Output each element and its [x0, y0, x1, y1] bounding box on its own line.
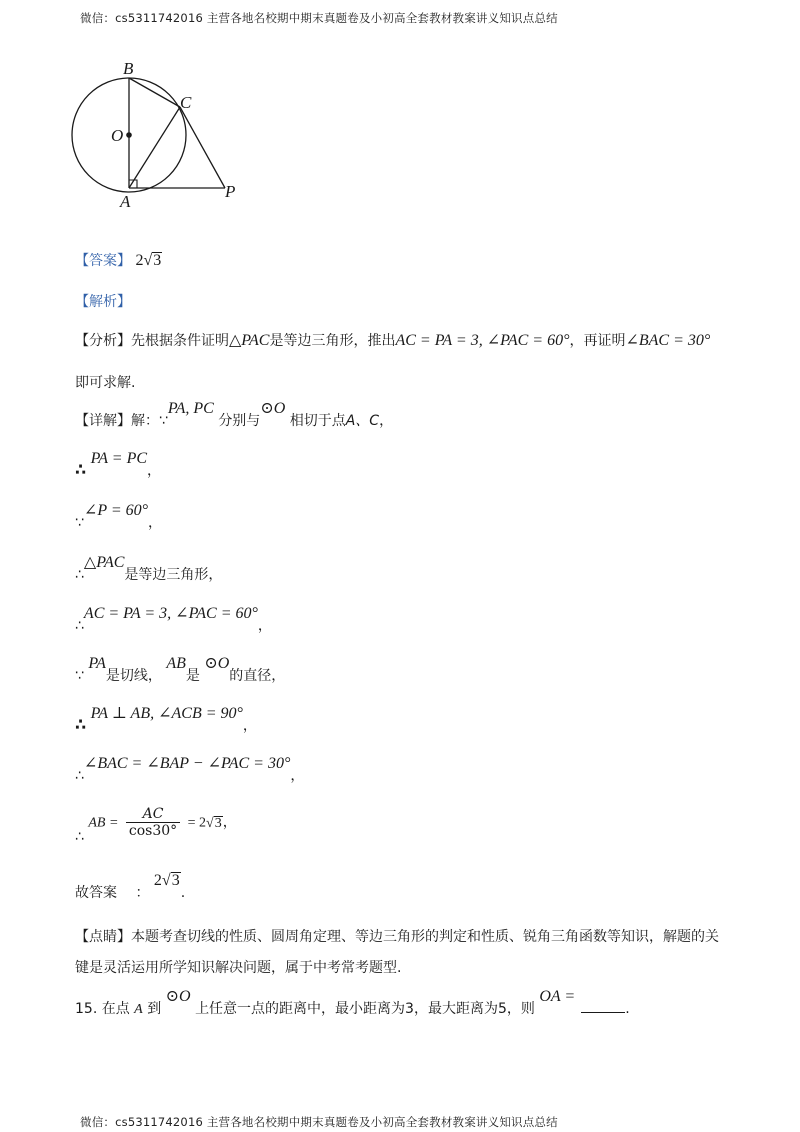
step-6-after: ，	[242, 718, 257, 734]
detail-text-points: A、C	[345, 413, 380, 429]
fenxi-continuation: 即可求解.	[75, 375, 136, 391]
conclusion-radicand: 3	[171, 872, 180, 889]
label-c: C	[180, 93, 192, 112]
label-p: P	[225, 182, 236, 201]
label-a: A	[120, 192, 131, 211]
detail-math-2: ⊙O	[260, 400, 286, 417]
step-6	[75, 705, 257, 735]
step-7-after: ，	[290, 768, 305, 784]
dianjing-text-1: 本题考查切线的性质、圆周角定理、等边三角形的判定和性质、锐角三角函数等知识，解题的关	[131, 929, 719, 945]
step-1	[75, 450, 162, 480]
step-5-text-2: 是	[185, 668, 200, 684]
step-2-after: ，	[148, 515, 163, 531]
step-5	[75, 655, 286, 685]
step-2-symbol: ∵	[75, 515, 84, 531]
fenxi-tag: 【分析】	[75, 333, 131, 349]
detail-text-2: 分别与	[218, 413, 261, 429]
question-number: 15.	[75, 1001, 98, 1017]
tangent-pc	[180, 107, 225, 188]
step-8-radicand: 3	[214, 815, 222, 831]
step-5-text-3: 的直径，	[229, 668, 286, 684]
fenxi-math-3: ∠BAC = 30°	[625, 332, 711, 349]
step-8-lhs: AB =	[88, 815, 119, 831]
conclusion-coef: 2	[153, 872, 162, 889]
conclusion-text: 故答案	[75, 885, 117, 901]
analysis-tag: 【解析】	[75, 294, 131, 310]
fenxi-text-1: 先根据条件证明	[131, 333, 229, 349]
step-8-denominator: cos30°	[128, 823, 178, 839]
step-2	[75, 502, 163, 532]
fenxi-math-2: AC = PA = 3, ∠PAC = 60°	[395, 332, 570, 349]
step-5-math-3: ⊙O	[204, 655, 230, 672]
detail-text-1: 解：∵	[131, 413, 168, 429]
step-4-math: AC = PA = 3, ∠PAC = 60°	[83, 605, 258, 622]
dianjing-tag: 【点睛】	[75, 929, 131, 945]
step-8-numerator: AC	[126, 806, 180, 823]
fenxi-text-3: ，再证明	[569, 333, 626, 349]
fenxi-math-1: △PAC	[229, 332, 270, 349]
question-math-1: A	[134, 1002, 143, 1017]
question-text-2: 到	[147, 1001, 162, 1017]
detail-text-3: 相切于点	[289, 413, 346, 429]
question-math-2: ⊙O	[165, 988, 191, 1005]
step-4	[75, 605, 272, 635]
answer-tag: 【答案】	[75, 253, 131, 269]
step-4-symbol: ∴	[75, 618, 84, 634]
question-math-3: OA =	[539, 988, 576, 1005]
step-6-symbol: ∴	[75, 715, 87, 734]
step-3-math: △PAC	[83, 554, 125, 571]
question-15	[75, 988, 630, 1018]
conclusion-line: 故答案 ： 2√3.	[75, 872, 186, 901]
step-8: ∴ AB = $\frac{AC}{\cos 30^\circ}$ = 2√3，	[75, 806, 237, 845]
center-dot	[126, 132, 132, 138]
step-3	[75, 554, 223, 584]
step-1-symbol: ∴	[75, 460, 87, 479]
answer-radicand: 3	[153, 252, 162, 269]
step-3-after: 是等边三角形，	[124, 567, 223, 583]
label-b: B	[123, 59, 134, 78]
segment-bc	[129, 78, 180, 107]
answer-line: 【答案】 2√3	[75, 252, 162, 269]
page-footer: 微信：cs5311742016 主营各地名校期中期末真题卷及小初高全套教材教案讲义知识点总结	[80, 1115, 558, 1129]
step-6-math: PA ⊥ AB, ∠ACB = 90°	[90, 705, 243, 722]
detail-text-5: ，	[379, 413, 394, 429]
analysis-heading	[75, 291, 131, 311]
detail-tag: 【详解】	[75, 413, 131, 429]
conclusion-end: .	[180, 885, 186, 901]
detail-line	[75, 400, 394, 430]
geometry-figure	[60, 55, 260, 215]
step-5-math-2: AB	[166, 655, 186, 672]
dianjing-line-2: 键是灵活运用所学知识解决问题，属于中考常考题型.	[75, 960, 402, 976]
segment-ac	[129, 107, 180, 188]
step-7	[75, 755, 305, 785]
step-1-after: ，	[147, 463, 162, 479]
step-3-symbol: ∴	[75, 567, 84, 583]
fenxi-line	[75, 330, 710, 350]
step-5-text-1: 是切线，	[105, 668, 162, 684]
question-end: .	[625, 1001, 630, 1017]
question-text-3: 上任意一点的距离中，最小距离为3，最大距离为5，则	[195, 1001, 535, 1017]
step-7-symbol: ∴	[75, 768, 84, 784]
step-8-after: ，	[222, 814, 237, 831]
step-2-math: ∠P = 60°	[83, 502, 149, 519]
answer-blank[interactable]	[581, 1000, 625, 1013]
label-o: O	[111, 126, 124, 145]
question-text-1: 在点	[101, 1001, 130, 1017]
fenxi-text-2: 是等边三角形，推出	[269, 333, 396, 349]
step-5-math-1: PA	[88, 655, 106, 672]
step-5-symbol: ∵	[75, 668, 84, 684]
answer-coef: 2	[135, 252, 144, 269]
step-8-symbol: ∴	[75, 828, 84, 845]
step-7-math: ∠BAC = ∠BAP − ∠PAC = 30°	[83, 755, 291, 772]
conclusion-sep: ：	[135, 885, 150, 901]
step-8-rhs-coef: = 2	[187, 815, 207, 831]
step-4-after: ，	[257, 618, 272, 634]
step-8-fraction	[126, 806, 180, 839]
detail-math-1: PA, PC	[167, 400, 214, 417]
step-1-math: PA = PC	[90, 450, 148, 467]
dianjing-line-1	[75, 926, 719, 946]
page-header: 微信：cs5311742016 主营各地名校期中期末真题卷及小初高全套教材教案讲义知识点总结	[80, 11, 558, 25]
